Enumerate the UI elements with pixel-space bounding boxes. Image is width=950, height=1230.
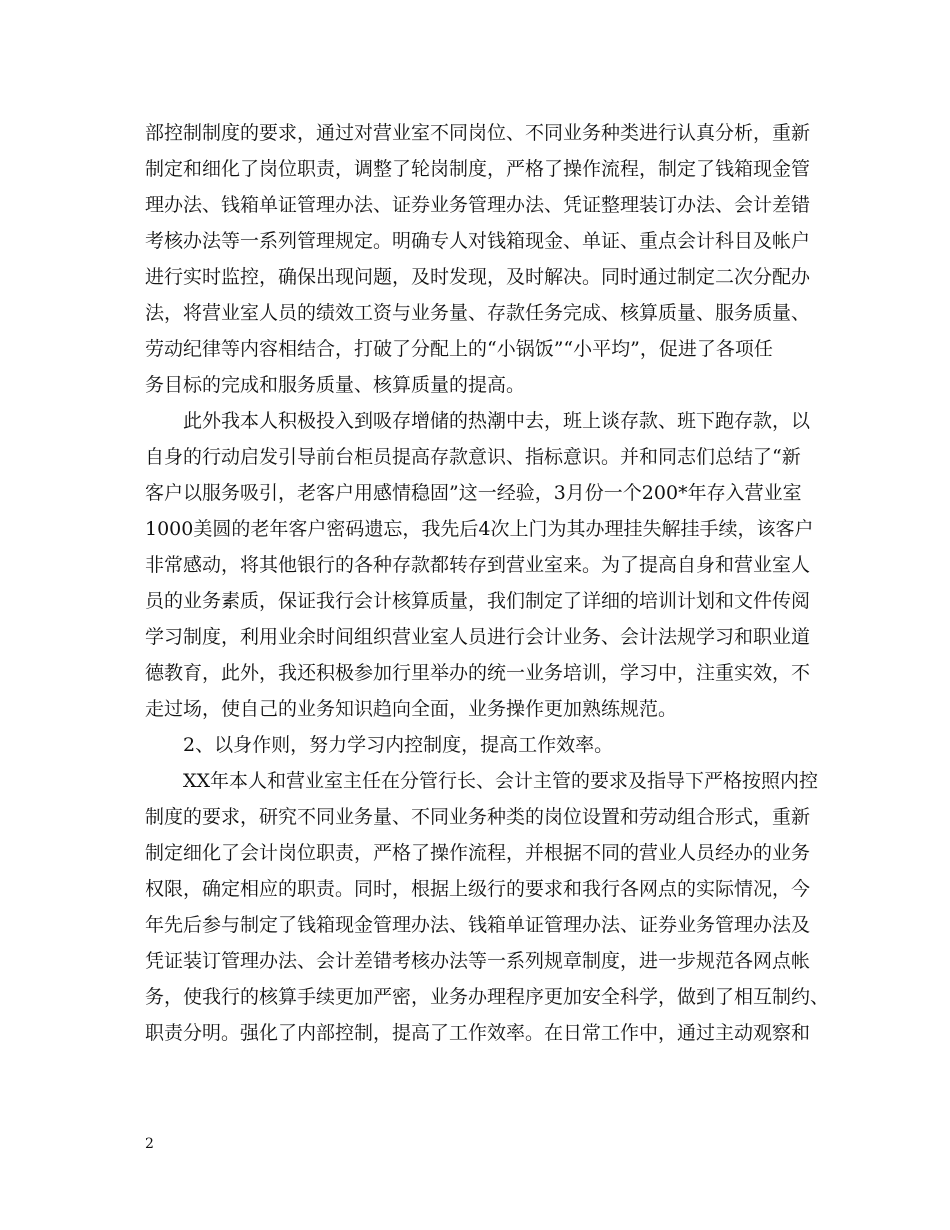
text-line: XX年本人和营业室主任在分管行长、会计主管的要求及指导下严格按照内控: [183, 770, 819, 792]
text-line: 凭证装订管理办法、会计差错考核办法等一系列规章制度，进一步规范各网点帐: [145, 950, 811, 972]
section-heading: 2、以身作则，努力学习内控制度，提高工作效率。: [183, 734, 614, 756]
text-line: 考核办法等一系列管理规定。明确专人对钱箱现金、单证、重点会计科目及帐户: [145, 230, 811, 252]
text-line: 制定和细化了岗位职责，调整了轮岗制度，严格了操作流程，制定了钱箱现金管: [145, 158, 811, 180]
text-line: 客户以服务吸引，老客户用感情稳固”这一经验，3月份一个200*年存入营业室: [145, 482, 802, 504]
text-line: 自身的行动启发引导前台柜员提高存款意识、指标意识。并和同志们总结了“新: [145, 446, 801, 468]
text-line: 部控制制度的要求，通过对营业室不同岗位、不同业务种类进行认真分析，重新: [145, 122, 811, 144]
text-line: 1000美圆的老年客户密码遗忘，我先后4次上门为其办理挂失解挂手续，该客户: [145, 518, 814, 540]
text-line: 务目标的完成和服务质量、核算质量的提高。: [145, 374, 526, 396]
text-line: 此外我本人积极投入到吸存增储的热潮中去，班上谈存款、班下跑存款，以: [183, 410, 811, 432]
text-line: 职责分明。强化了内部控制，提高了工作效率。在日常工作中，通过主动观察和: [145, 1022, 811, 1044]
text-line: 员的业务素质，保证我行会计核算质量，我们制定了详细的培训计划和文件传阅: [145, 590, 811, 612]
text-line: 制定细化了会计岗位职责，严格了操作流程，并根据不同的营业人员经办的业务: [145, 842, 811, 864]
text-line: 学习制度，利用业余时间组织营业室人员进行会计业务、会计法规学习和职业道: [145, 626, 811, 648]
body-text: [145, 115, 830, 1051]
text-line: 理办法、钱箱单证管理办法、证券业务管理办法、凭证整理装订办法、会计差错: [145, 194, 811, 216]
page-number: 2: [145, 1136, 154, 1152]
text-line: 德教育，此外，我还积极参加行里举办的统一业务培训，学习中，注重实效，不: [145, 662, 811, 684]
text-line: 权限，确定相应的职责。同时，根据上级行的要求和我行各网点的实际情况，今: [145, 878, 811, 900]
text-line: 进行实时监控，确保出现问题，及时发现，及时解决。同时通过制定二次分配办: [145, 266, 811, 288]
text-line: 劳动纪律等内容相结合，打破了分配上的“小锅饭”“小平均”，促进了各项任: [145, 338, 773, 360]
text-line: 年先后参与制定了钱箱现金管理办法、钱箱单证管理办法、证券业务管理办法及: [145, 914, 811, 936]
text-line: 非常感动，将其他银行的各种存款都转存到营业室来。为了提高自身和营业室人: [145, 554, 811, 576]
text-line: 制度的要求，研究不同业务量、不同业务种类的岗位设置和劳动组合形式，重新: [145, 806, 811, 828]
text-line: 走过场，使自己的业务知识趋向全面，业务操作更加熟练规范。: [145, 698, 678, 720]
text-line: 务，使我行的核算手续更加严密，业务办理程序更加安全科学，做到了相互制约、: [145, 986, 830, 1008]
text-line: 法，将营业室人员的绩效工资与业务量、存款任务完成、核算质量、服务质量、: [145, 302, 811, 324]
